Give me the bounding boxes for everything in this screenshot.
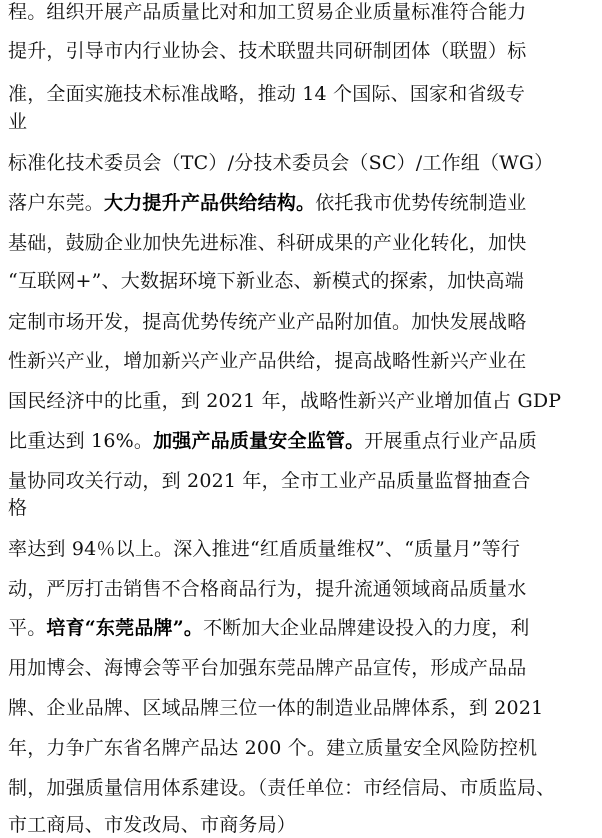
text-line: 率达到 94％以上。深入推进“红盾质量维权”、“质量月”等行 xyxy=(8,538,521,560)
text-line: “互联网+”、大数据环境下新业态、新模式的探索，加快高端 xyxy=(8,270,524,292)
text-line: 格 xyxy=(8,497,28,519)
text-line: 程。组织开展产品质量比对和加工贸易企业质量标准符合能力 xyxy=(8,1,527,23)
text-line: 提升，引导市内行业协会、技术联盟共同研制团体（联盟）标 xyxy=(8,40,527,62)
text-line: 动，严厉打击销售不合格商品行为，提升流通领域商品质量水 xyxy=(8,578,527,600)
text-line: 平。培育“东莞品牌”。不断加大企业品牌建设投入的力度，利 xyxy=(8,617,530,639)
text-line: 牌、企业品牌、区域品牌三位一体的制造业品牌体系，到 2021 xyxy=(8,697,544,719)
text-line: 业 xyxy=(8,111,28,133)
text-line: 比重达到 16%。加强产品质量安全监管。开展重点行业产品质 xyxy=(8,430,538,452)
text-line: 性新兴产业，增加新兴产业产品供给，提高战略性新兴产业在 xyxy=(8,350,527,372)
text-line: 标准化技术委员会（TC）/分技术委员会（SC）/工作组（WG） xyxy=(8,152,554,174)
text-line: 国民经济中的比重，到 2021 年，战略性新兴产业增加值占 GDP xyxy=(8,390,562,412)
text-line: 制，加强质量信用体系建设。（责任单位：市经信局、市质监局、 xyxy=(8,777,556,799)
bold-heading: 加强产品质量安全监管。 xyxy=(153,430,365,452)
text-line: 年，力争广东省名牌产品达 200 个。建立质量安全风险防控机 xyxy=(8,737,538,759)
text-line: 量协同攻关行动，到 2021 年，全市工业产品质量监督抽查合 xyxy=(8,470,531,492)
text-line: 落户东莞。大力提升产品供给结构。依托我市优势传统制造业 xyxy=(8,192,527,214)
text-line: 准，全面实施技术标准战略，推动 14 个国际、国家和省级专 xyxy=(8,83,526,105)
text-line: 市工商局、市发改局、市商务局） xyxy=(8,814,297,836)
bold-heading: 培育“东莞品牌”。 xyxy=(46,617,204,639)
text-line: 用加博会、海博会等平台加强东莞品牌产品宣传，形成产品品 xyxy=(8,657,527,679)
text-line: 基础，鼓励企业加快先进标准、科研成果的产业化转化，加快 xyxy=(8,232,527,254)
bold-heading: 大力提升产品供给结构。 xyxy=(104,192,316,214)
text-line: 定制市场开发，提高优势传统产业产品附加值。加快发展战略 xyxy=(8,311,527,333)
